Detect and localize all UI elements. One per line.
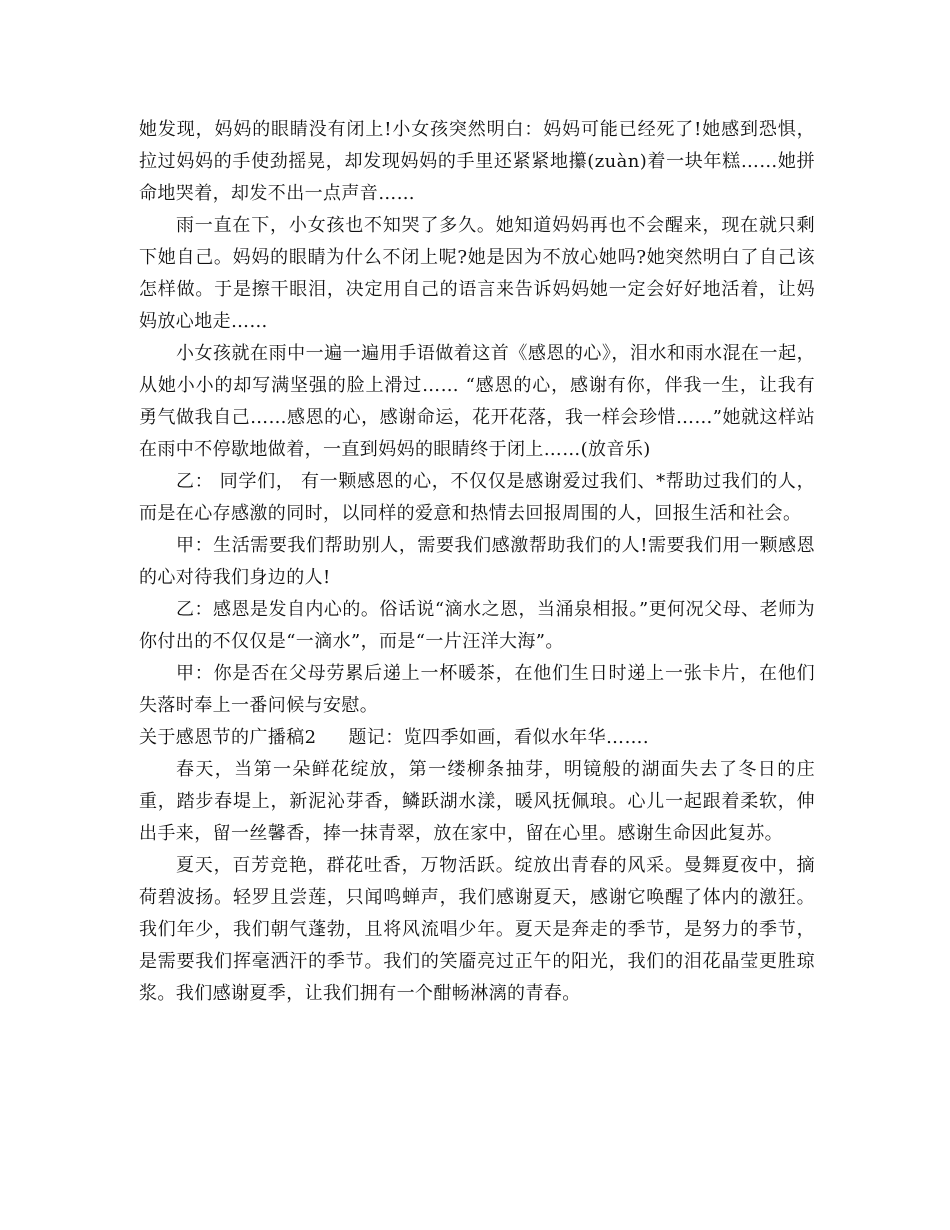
section-title: 关于感恩节的广播稿2 [139, 727, 317, 748]
paragraph-3: 小女孩就在雨中一遍一遍用手语做着这首《感恩的心》，泪水和雨水混在一起，从她小小的却写满坚强的脸上滑过…… “感恩的心，感谢有你，伴我一生，让我有勇气做我自己……感恩的心，感谢命运，花开花落，我一样会珍惜……”她就这样站在雨中不停歇地做着，一直到妈妈的眼睛终于闭上……(放音乐) [139, 343, 815, 460]
paragraph-9: 夏天，百芳竞艳，群花吐香，万物活跃。绽放出青春的风采。曼舞夏夜中，摘荷碧波扬。轻罗且尝莲，只闻鸣蝉声，我们感谢夏天，感谢它唤醒了体内的激狂。我们年少，我们朝气蓬勃，且将风流唱少年。夏天是奔走的季节，是努力的季节，是需要我们挥毫洒汗的季节。我们的笑靥亮过正午的阳光，我们的泪花晶莹更胜琼浆。我们感谢夏季，让我们拥有一个酣畅淋漓的青春。 [139, 855, 815, 1004]
paragraph-6: 乙：感恩是发自内心的。俗话说“滴水之恩，当涌泉相报。”更何况父母、老师为你付出的不仅仅是“一滴水”，而是“一片汪洋大海”。 [139, 599, 815, 652]
paragraph-8: 春天，当第一朵鲜花绽放，第一缕柳条抽芽，明镜般的湖面失去了冬日的庄重，踏步春堤上，新泥沁芽香，鳞跃湖水漾，暖风抚佩琅。心儿一起跟着柔软，伸出手来，留一丝馨香，捧一抹青翠，放在家中，留在心里。感谢生命因此复苏。 [139, 759, 815, 844]
section-heading [139, 722, 815, 754]
paragraph-2: 雨一直在下，小女孩也不知哭了多久。她知道妈妈再也不会醒来，现在就只剩下她自己。妈妈的眼睛为什么不闭上呢?她是因为不放心她吗?她突然明白了自己该怎样做。于是擦干眼泪，决定用自己的语言来告诉妈妈她一定会好好地活着，让妈妈放心地走…… [139, 215, 815, 332]
paragraph-7: 甲：你是否在父母劳累后递上一杯暖茶，在他们生日时递上一张卡片，在他们失落时奉上一番问候与安慰。 [139, 663, 815, 716]
paragraph-5: 甲：生活需要我们帮助别人，需要我们感激帮助我们的人!需要我们用一颗感恩的心对待我们身边的人! [139, 535, 815, 588]
section-epigraph: 题记：览四季如画，看似水年华……. [348, 727, 649, 748]
document-page [139, 114, 815, 1010]
paragraph-1: 她发现，妈妈的眼睛没有闭上!小女孩突然明白：妈妈可能已经死了!她感到恐惧，拉过妈妈的手使劲摇晃，却发现妈妈的手里还紧紧地攥(zuàn)着一块年糕……她拼命地哭着，却发不出一点声音…… [139, 119, 815, 204]
paragraph-4: 乙： 同学们， 有一颗感恩的心，不仅仅是感谢爱过我们、*帮助过我们的人，而是在心存感激的同时，以同样的爱意和热情去回报周围的人，回报生活和社会。 [139, 471, 815, 524]
